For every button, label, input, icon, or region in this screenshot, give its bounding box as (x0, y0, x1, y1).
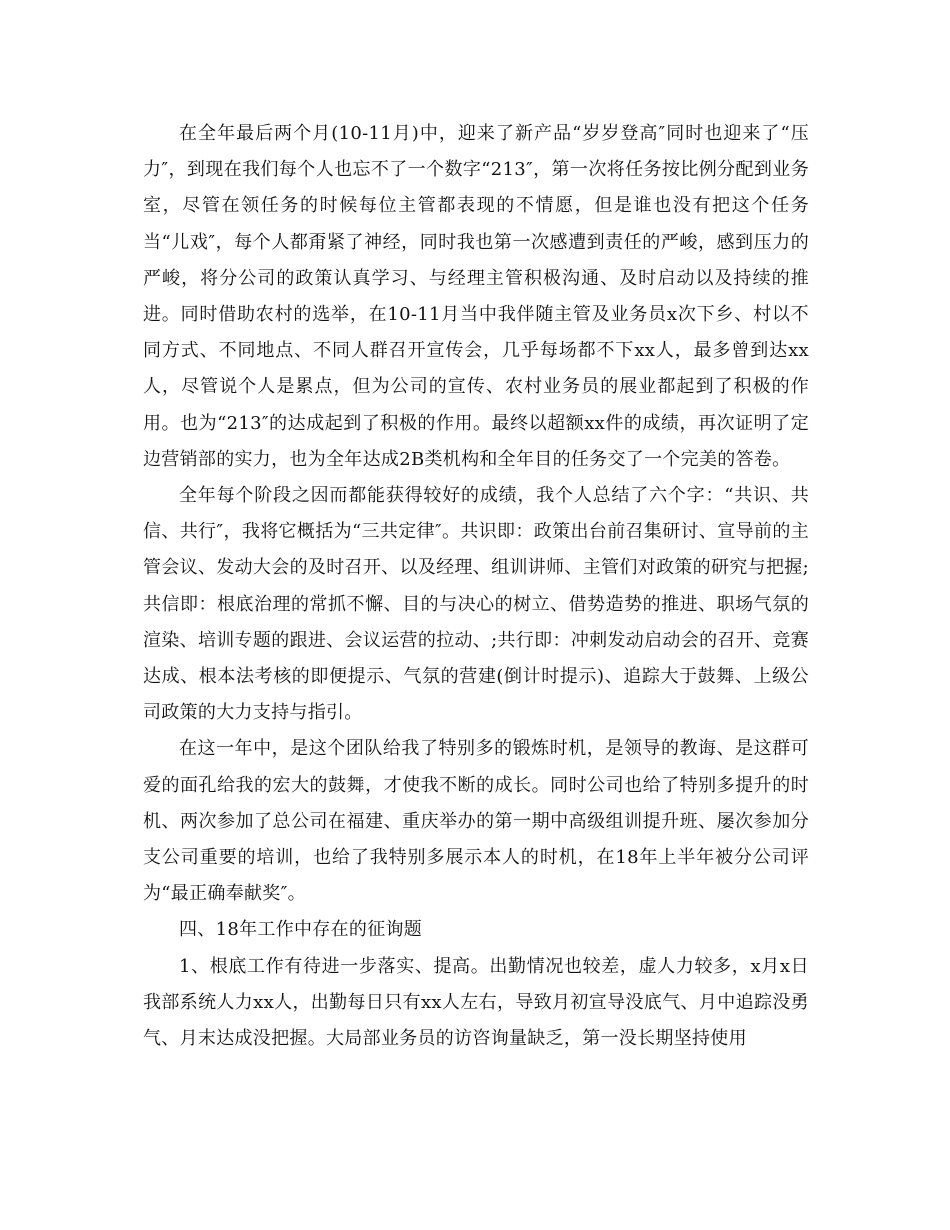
paragraph-three-principles: 全年每个阶段之因而都能获得较好的成绩，我个人总结了六个字：“共识、共信、共行″，我将它概括为“三共定律″。共识即：政策出台前召集研讨、宣导前的主管会议、发动大会的及时召开、以及经理、组训讲师、主管们对政策的研究与把握;共信即：根底治理的常抓不懈、目的与决心的树立、借势造势的推进、职场气氛的渲染、培训专题的跟进、会议运营的拉动、;共行即：冲刺发动启动会的召开、竞赛达成、根本法考核的即便提示、气氛的营建(倒计时提示)、追踪大于鼓舞、上级公司政策的大力支持与指引。 (143, 485, 809, 724)
paragraph-growth: 在这一年中，是这个团队给我了特别多的锻炼时机，是领导的教诲、是这群可爱的面孔给我的宏大的鼓舞，才使我不断的成长。同时公司也给了特别多提升的时机、两次参加了总公司在福建、重庆举办的第一期中高级组训提升班、屡次参加分支公司重要的培训，也给了我特别多展示本人的时机，在18年上半年被分公司评为“最正确奉献奖″。 (143, 738, 809, 905)
section-heading-problems: 四、18年工作中存在的征询题 (179, 919, 423, 941)
paragraph-problem-1: 1、根底工作有待进一步落实、提高。出勤情况也较差，虚人力较多，x月x日我部系统人力xx人，出勤每日只有xx人左右，导致月初宣导没底气、月中追踪没勇气、月末达成没把握。大局部业务员的访咨询量缺乏，第一没长期坚持使用 (143, 955, 809, 1050)
paragraph-q4-review: 在全年最后两个月(10-11月)中，迎来了新产品“岁岁登高″同时也迎来了“压力″，到现在我们每个人也忘不了一个数字“213″，第一次将任务按比例分配到业务室，尽管在领任务的时候每位主管都表现的不情愿，但是谁也没有把这个任务当“儿戏″，每个人都甭紧了神经，同时我也第一次感遭到责任的严峻，感到压力的严峻，将分公司的政策认真学习、与经理主管积极沟通、及时启动以及持续的推进。同时借助农村的选举，在10-11月当中我伴随主管及业务员x次下乡、村以不同方式、不同地点、不同人群召开宣传会，几乎每场都不下xx人，最多曾到达xx人，尽管说个人是累点，但为公司的宣传、农村业务员的展业都起到了积极的作用。也为“213″的达成起到了积极的作用。最终以超额xx件的成绩，再次证明了定边营销部的实力，也为全年达成2B类机构和全年目的任务交了一个完美的答卷。 (143, 123, 809, 470)
document-body (143, 116, 809, 1057)
